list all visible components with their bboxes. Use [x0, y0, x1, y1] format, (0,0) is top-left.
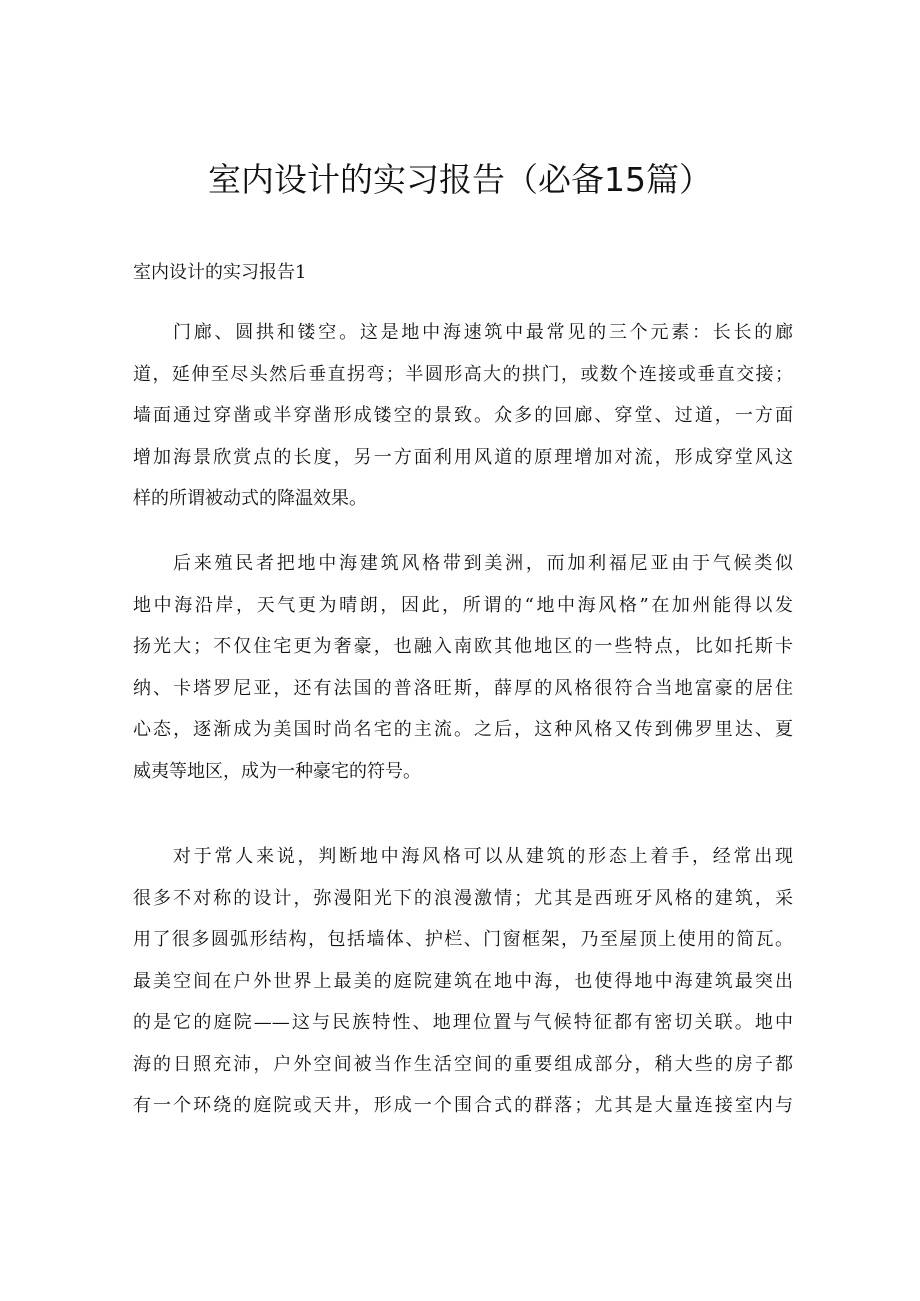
paragraph-line: 墙面通过穿凿或半穿凿形成镂空的景致。众多的回廊、穿堂、过道，一方面: [133, 405, 793, 426]
paragraph-line: 对于常人来说，判断地中海风格可以从建筑的形态上着手，经常出现: [173, 846, 793, 867]
paragraph-line: 道，延伸至尽头然后垂直拐弯；半圆形高大的拱门，或数个连接或垂直交接；: [133, 363, 793, 385]
paragraph-line: 后来殖民者把地中海建筑风格带到美洲，而加利福尼亚由于气候类似: [173, 553, 793, 574]
section-heading: 室内设计的实习报告1: [133, 262, 307, 283]
paragraph-line: 纳、卡塔罗尼亚，还有法国的普洛旺斯，薛厚的风格很符合当地富豪的居住: [133, 677, 793, 699]
paragraph-line: 地中海沿岸，天气更为晴朗，因此，所谓的“地中海风格”在加州能得以发: [133, 594, 793, 616]
paragraph-1: [133, 312, 793, 520]
paragraph-line: 用了很多圆弧形结构，包括墙体、护栏、门窗框架，乃至屋顶上使用的简瓦。: [133, 929, 793, 950]
paragraph-line: 很多不对称的设计，弥漫阳光下的浪漫激情；尤其是西班牙风格的建筑，采: [133, 887, 793, 909]
paragraph-line: 海的日照充沛，户外空间被当作生活空间的重要组成部分，稍大些的房子都: [133, 1053, 793, 1075]
paragraph-line: 扬光大；不仅住宅更为奢豪，也融入南欧其他地区的一些特点，比如托斯卡: [133, 636, 793, 657]
paragraph-line: 门廊、圆拱和镂空。这是地中海速筑中最常见的三个元素：长长的廊: [173, 322, 793, 343]
paragraph-line: 威夷等地区，成为一种豪宅的符号。: [133, 760, 421, 782]
paragraph-line: 样的所谓被动式的降温效果。: [133, 488, 367, 509]
paragraph-3: [133, 836, 793, 1127]
document-title: 室内设计的实习报告（必备15篇）: [208, 160, 712, 199]
paragraph-line: 增加海景欣赏点的长度，另一方面利用风道的原理增加对流，形成穿堂风这: [133, 446, 793, 468]
paragraph-line: 最美空间在户外世界上最美的庭院建筑在地中海，也使得地中海建筑最突出: [133, 970, 793, 992]
paragraph-line: 心态，逐渐成为美国时尚名宅的主流。之后，这种风格又传到佛罗里达、夏: [133, 719, 793, 740]
paragraph-2: [133, 543, 793, 792]
paragraph-line: 的是它的庭院——这与民族特性、地理位置与气候特征都有密切关联。地中: [133, 1012, 793, 1033]
paragraph-line: 有一个环绕的庭院或天井，形成一个围合式的群落；尤其是大量连接室内与: [133, 1095, 793, 1116]
